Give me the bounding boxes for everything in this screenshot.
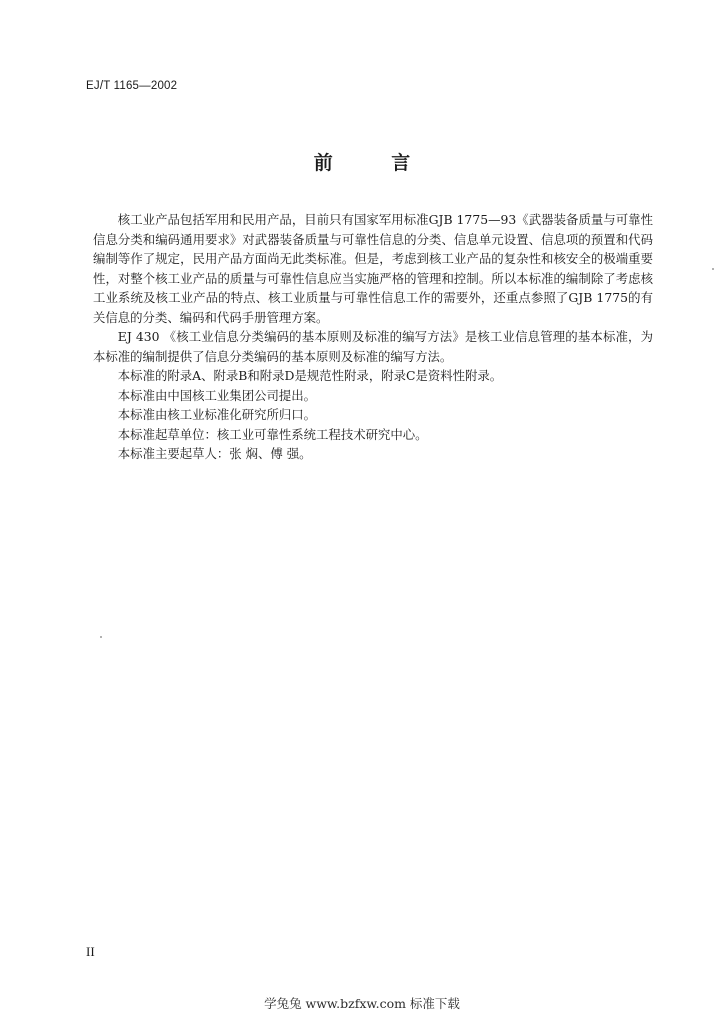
paragraph-background: 核工业产品包括军用和民用产品，目前只有国家军用标准GJB 1775—93《武器装备质量与可靠性信息分类和编码通用要求》对武器装备质量与可靠性信息的分类、信息单元设置、信息项的预置和代码编制等作了规定，民用产品方面尚无此类标准。但是，考虑到核工业产品的复杂性和核安全的极端重要性，对整个核工业产品的质量与可靠性信息应当实施严格的管理和控制。所以本标准的编制除了考虑核工业系统及核工业产品的特点、核工业质量与可靠性信息工作的需要外，还重点参照了GJB 1775的有关信息的分类、编码和代码手册管理方案。 xyxy=(93,212,653,325)
standard-code: EJ/T 1165—2002 xyxy=(86,80,178,92)
paragraph-reference: EJ 430 《核工业信息分类编码的基本原则及标准的编写方法》是核工业信息管理的基本标准，为本标准的编制提供了信息分类编码的基本原则及标准的编写方法。 xyxy=(93,329,653,364)
page-number: II xyxy=(86,944,95,959)
page-title: 前 言 xyxy=(313,152,437,174)
download-footer: 学兔兔 www.bzfxw.com 标准下载 xyxy=(264,996,460,1011)
paragraph-drafting-unit: 本标准起草单位：核工业可靠性系统工程技术研究中心。 xyxy=(117,426,428,442)
paragraph-administrator: 本标准由核工业标准化研究所归口。 xyxy=(117,407,317,422)
scan-speck xyxy=(100,636,102,638)
paragraph-annexes: 本标准的附录A、附录B和附录D是规范性附录，附录C是资料性附录。 xyxy=(117,368,503,383)
paragraph-proposer: 本标准由中国核工业集团公司提出。 xyxy=(117,387,317,403)
scan-speck xyxy=(712,268,714,270)
paragraph-drafters: 本标准主要起草人：张 焖、傅 强。 xyxy=(117,446,312,461)
foreword-body xyxy=(93,210,653,464)
